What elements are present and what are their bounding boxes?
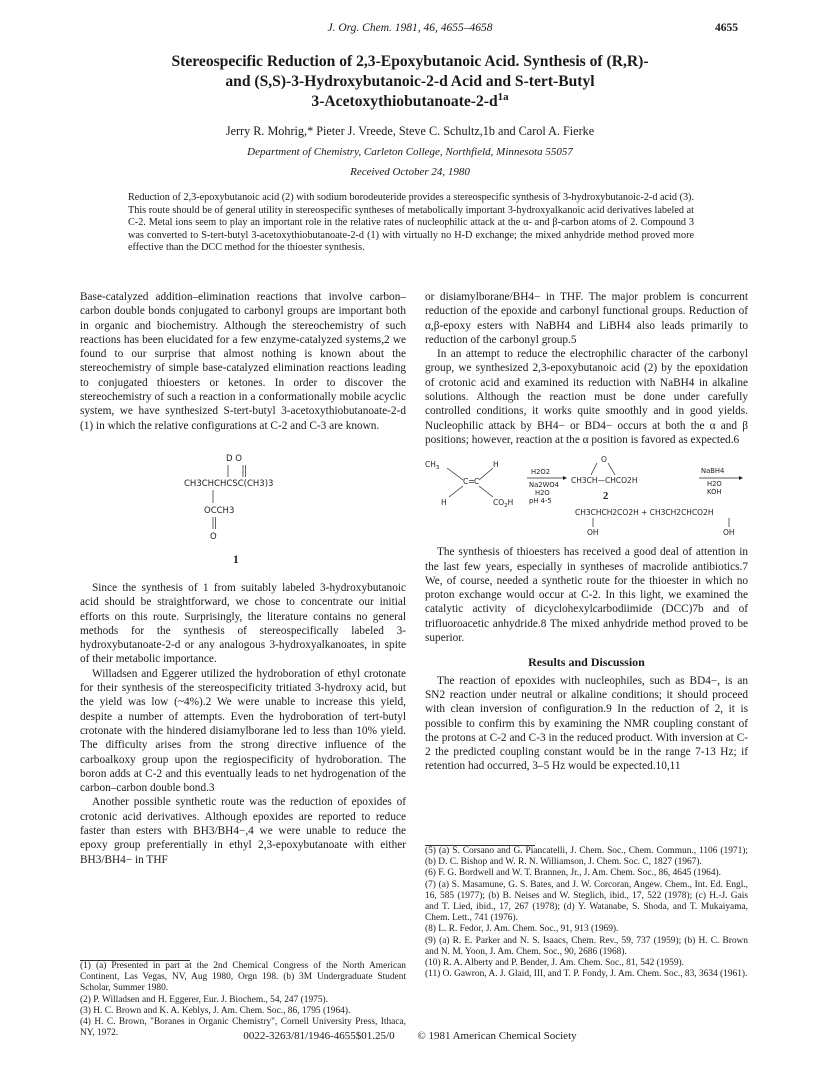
page-number: 4655 <box>715 22 738 34</box>
svg-text:H: H <box>493 460 499 470</box>
products-formula: CH3CHCH2CO2H + CH3CH2CHCO2H <box>575 508 714 518</box>
reagent: H2O2 <box>531 468 551 477</box>
svg-text:CH3: $CH_3$ <box>425 460 440 472</box>
page-footer <box>0 1030 820 1042</box>
journal-citation: J. Org. Chem. 1981, 46, 4655–4658 <box>327 22 493 34</box>
footnote: (6) F. G. Bordwell and W. T. Brannen, Jr., J. Am. Chem. Soc., 86, 4645 (1964). <box>425 868 722 879</box>
svg-text:C: C <box>474 477 480 487</box>
hydroxyl-label: OH <box>587 528 599 538</box>
footnote: (2) P. Willadsen and H. Eggerer, Eur. J. Biochem., 54, 247 (1975). <box>80 994 328 1005</box>
title-line-3-text: 3-Acetoxythiobutanoate-2-d <box>311 93 498 110</box>
footnote: (1) (a) Presented in part at the 2nd Chemical Congress of the North American Continent, Las Vegas, NV, Aug 1980, Orgn 198. (b) 3M Undergraduate Student Scholar, Summer 1980. <box>80 961 406 994</box>
footnote: (4) H. C. Brown, "Boranes in Organic Chemistry", Cornell University Press, Ithaca, NY, 1972. <box>80 1017 406 1039</box>
received-date: Received October 24, 1980 <box>350 166 470 178</box>
paragraph: Since the synthesis of 1 from suitably labeled 3-hydroxybutanoic acid should be straightforward, we chose to concentrate our initial efforts on this route. Surprisingly, the literature contains no general methods for the synthesis of stereospecifically labeled 3-hydroxybutanoate-2-d or any analogous 3-hydroxyalkanoates, in spite of their metabolic importance. <box>80 581 406 666</box>
svg-text:H: H <box>441 498 447 508</box>
paragraph: In an attempt to reduce the electrophilic character of the carbonyl group, we synthesized 2,3-epoxybutanoic acid (2) by the epoxidation of crotonic acid and examined its reduction with NaBH4 in alkaline solutions. Although the reaction must be done under carefully controlled conditions, it works quite smoothly and in good yields. Nucleophilic attack by BH4− or BD4− occurs at both the α and β positions; however, reaction at the α position is favored as expected.6 <box>425 348 748 446</box>
compound-number-2: 2 <box>603 491 609 503</box>
epoxide-formula: CH3CH—CHCO2H <box>571 476 638 486</box>
footnotes-left <box>80 960 406 1039</box>
title-footnote-mark: 1a <box>497 90 509 103</box>
paragraph: The reaction of epoxides with nucleophiles, such as BD4−, is an SN2 reaction under neutral or alkaline conditions; it should proceed with clean inversion of configuration.9 In the reduction of 2, it is possible to confirm this by examining the NMR coupling constant of the protons at C-2 and C-3 in the reduced product. With inversion at C-2 the predicted coupling constant would be in the range 7-13 Hz; if retention had occurred, 3–5 Hz would be expected.10,11 <box>425 674 748 773</box>
structure-1 <box>80 451 406 571</box>
footnote: (10) R. A. Alberty and P. Bender, J. Am. Chem. Soc., 81, 542 (1959). <box>425 958 684 969</box>
right-column <box>425 290 748 774</box>
paragraph: Base-catalyzed addition–elimination reactions that involve carbon–carbon double bonds conjugated to carbonyl groups are important both in organic and biochemistry. Although the stereochemistry of such reactions has been elucidated for a few enzyme-catalyzed systems,2 we found to our surprise that almost nothing is known about the stereochemistry of simple base-catalyzed elimination reactions leading to conjugated thioesters or ketones. In order to discover the stereochemistry of such a reaction in a conformationally mobile acyclic system, we have synthesized S-tert-butyl 3-acetoxythiobutanoate-2-d (1) in which the relative configurations at C-2 and C-3 are known. <box>80 291 406 432</box>
reagent: NaBH4 <box>701 467 725 476</box>
running-head <box>0 22 820 38</box>
reagent: H2O <box>707 480 722 489</box>
struct-top-atoms: D O <box>226 453 242 464</box>
svg-text:O: O <box>601 455 607 465</box>
title-line-2: and (S,S)-3-Hydroxybutanoic-2-d Acid and S-tert-Butyl <box>225 73 595 90</box>
struct-side-chain: OCCH3 <box>204 505 235 516</box>
paragraph: or disiamylborane/BH4− in THF. The major problem is concurrent reduction of the epoxide and carbonyl functional groups. Reduction of α,β-epoxy esters with NaBH4 and LiBH4 also leads primarily to reduction of the carbonyl group.5 <box>425 291 748 346</box>
abstract: Reduction of 2,3-epoxybutanoic acid (2) with sodium borodeuteride provides a stereospecific synthesis of 3-hydroxybutanoic-2-d acid (3). This route should be of general utility in stereospecific syntheses of metabolically important 3-hydroxyalkanoic acid derivatives labeled at C-2. Metal ions seem to play an important role in the relative rates of nucleophilic attack at the α- and β-carbon atoms of 2. Compound 3 was converted to S-tert-butyl 3-acetoxythiobutanoate-2-d (1) with virtually no H-D exchange; the mixed anhydride method proved more effective than the DCC method for the thioester synthesis. <box>128 192 694 254</box>
structure-1-drawing <box>80 451 406 571</box>
footnote: (7) (a) S. Masamune, G. S. Bates, and J. W. Corcoran, Angew. Chem., Int. Ed. Engl., 16, 585 (1977); (b) B. Neises and W. Steglich, ibid., 17, 522 (1978); (c) H.-J. Gais and T. Lied, ibid., 17, 267 (1978); (d) Y. Watanabe, S. Shoda, and T. Mukaiyama, Chem. Lett., 741 (1976). <box>425 879 748 924</box>
struct-main-chain: CH3CHCHCSC(CH3)3 <box>184 478 274 489</box>
paragraph: The synthesis of thioesters has received a good deal of attention in the last few years, especially in syntheses of macrolide antibiotics.7 We, of course, needed a synthetic route for the thioester in which no proton exchange would occur at C-2. In this light, we examined the catalytic activity of dicyclohexylcarbodiimide (DCC)7b and of trifluoroacetic anhydride.8 The mixed anhydride method proved to be superior. <box>425 546 748 645</box>
footnote: (11) O. Gawron, A. J. Glaid, III, and T. P. Fondy, J. Am. Chem. Soc., 83, 3634 (1961). <box>425 969 748 980</box>
footnote: (5) (a) S. Corsano and G. Piancatelli, J. Chem. Soc., Chem. Commun., 1106 (1971); (b) D. C. Bishop and W. R. N. Williamson, J. Chem. Soc. C, 1827 (1967). <box>425 846 748 868</box>
reaction-scheme <box>425 453 748 537</box>
article-code: 0022-3263/81/1946-4655$01.25/0 <box>243 1030 395 1042</box>
footnote: (3) H. C. Brown and K. A. Keblys, J. Am. Chem. Soc., 86, 1795 (1964). <box>80 1005 351 1016</box>
footnote: (8) L. R. Fedor, J. Am. Chem. Soc., 91, 913 (1969). <box>425 924 619 935</box>
paragraph: Willadsen and Eggerer utilized the hydroboration of ethyl crotonate for their synthesis of the stereospecificity tritiated 3-hydroxy acid, but the yield was low (~4%).2 We were unable to increase this yield, despite a number of attempts. Even the hydroboration of tert-butyl crotonate with the hindered disiamylborane led to less than 10% yield. The difficulty arises from the strong directive influence of the carboalkoxy group upon the regiospecificity of hydroboration. The boron adds at C-2 and this eventually leads to net hydrogenation of the carbon–carbon double bond.3 <box>80 667 406 795</box>
svg-text:C: C <box>463 477 469 487</box>
title-line-1: Stereospecific Reduction of 2,3-Epoxybutanoic Acid. Synthesis of (R,R)- <box>171 53 649 70</box>
struct-side-o: O <box>210 531 217 542</box>
compound-number-1: 1 <box>233 553 239 566</box>
copyright: © 1981 American Chemical Society <box>417 1030 577 1042</box>
footnote: (9) (a) R. E. Parker and N. S. Isaacs, Chem. Rev., 59, 737 (1959); (b) H. C. Brown and N. M. Yoon, J. Am. Chem. Soc., 90, 2686 (1968). <box>425 935 748 957</box>
title-line-3 <box>100 92 720 112</box>
left-column <box>80 290 406 867</box>
reagent: Na2WO4 <box>529 481 559 490</box>
footnotes-right <box>425 845 748 980</box>
article-title <box>100 52 720 112</box>
svg-text:CO2H: $CO_2H$ <box>493 498 514 510</box>
affiliation: Department of Chemistry, Carleton College, Northfield, Minnesota 55057 <box>247 146 573 158</box>
reagent: KOH <box>707 488 722 497</box>
paragraph: Another possible synthetic route was the reduction of epoxides of crotonic acid derivatives. Although epoxides are reported to reduce faster than esters with BH3/BH4−,4 we were unable to reduce the epoxy group preferentially in ethyl 2,3-epoxybutanoate with either BH3/BH4− in THF <box>80 796 406 866</box>
section-heading: Results and Discussion <box>528 655 645 670</box>
reaction-scheme-drawing <box>425 453 748 537</box>
hydroxyl-label: OH <box>723 528 735 538</box>
reagent: pH 4-5 <box>529 497 552 506</box>
author-list: Jerry R. Mohrig,* Pieter J. Vreede, Steve C. Schultz,1b and Carol A. Fierke <box>225 124 595 138</box>
reagent: H2O <box>535 489 550 498</box>
